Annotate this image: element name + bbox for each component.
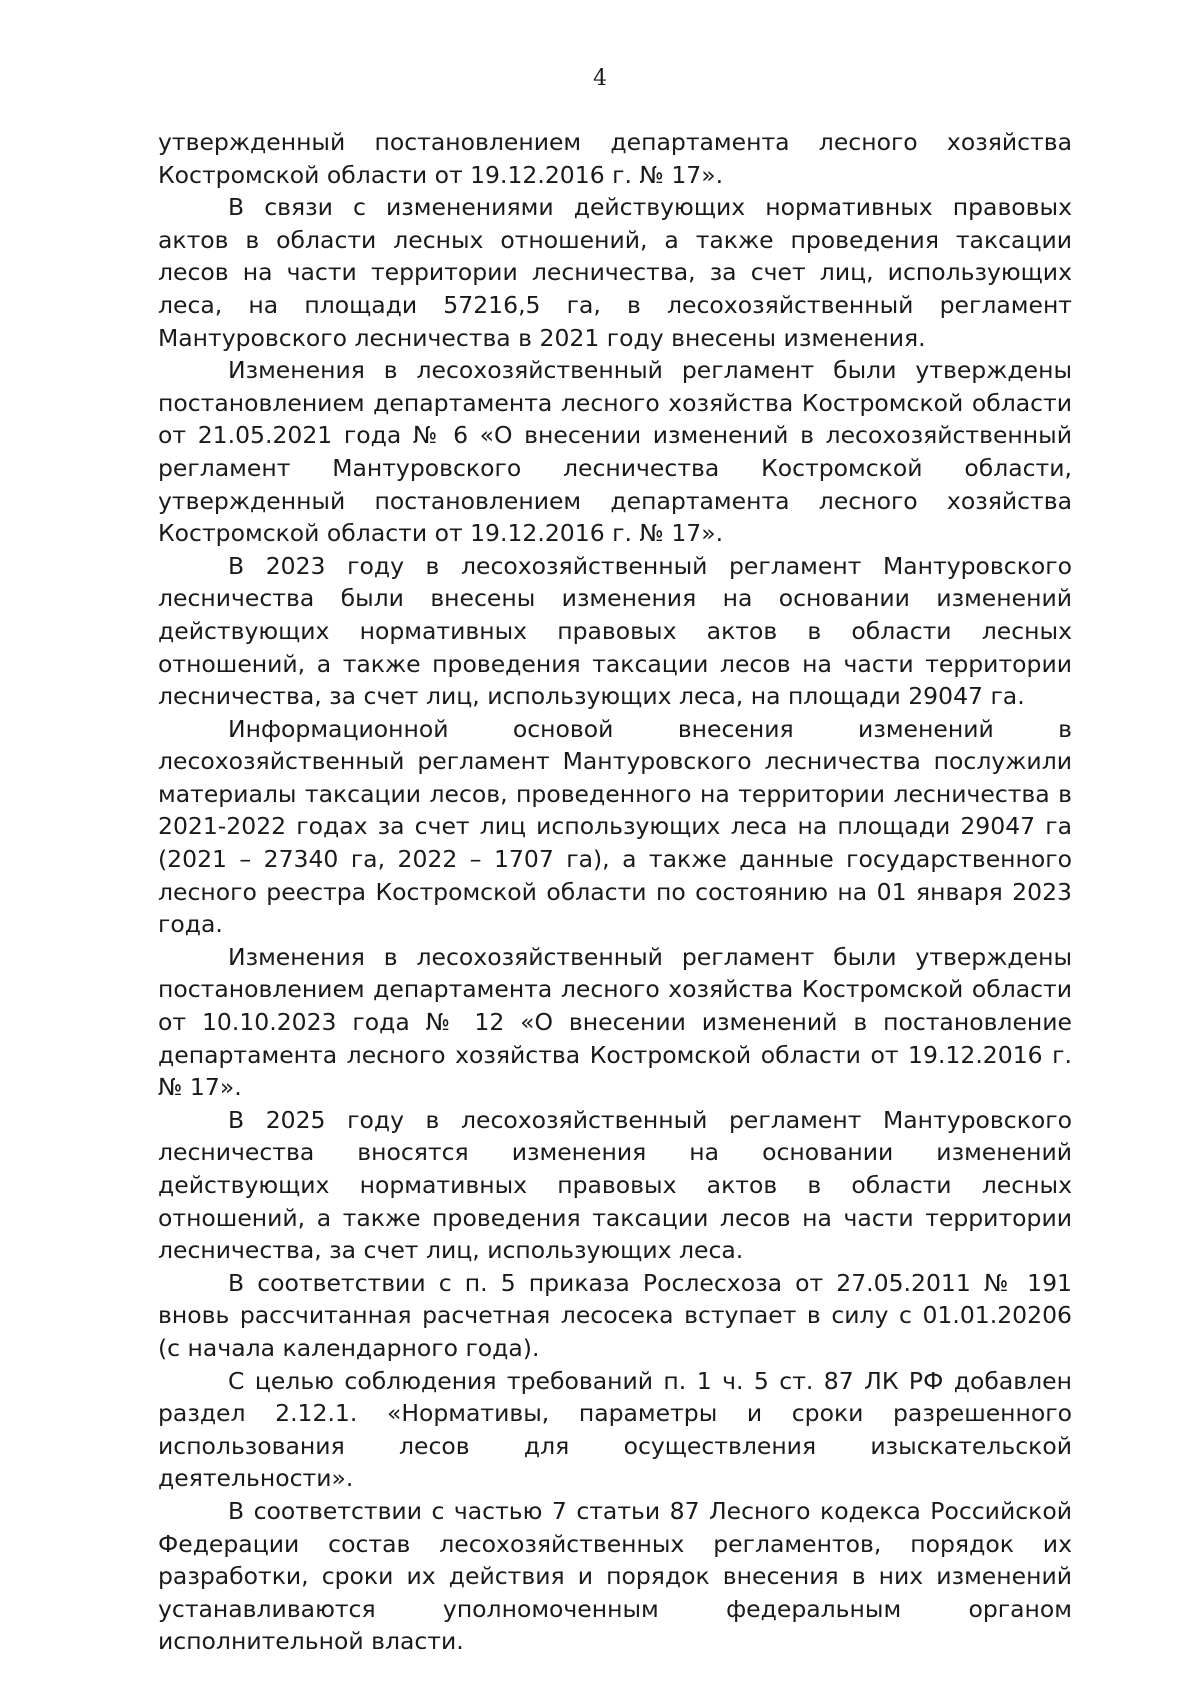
paragraph-forest-code: В соответствии с частью 7 статьи 87 Лесного кодекса Российской Федерации состав лесохозяйственных регламентов, порядок их разработки, сроки их действия и порядок внесения в них изменений устанавливаются уполномоченным федеральным органом исполнительной власти.	[158, 1496, 1072, 1656]
page-number: 4	[593, 66, 607, 91]
paragraph-section-added: С целью соблюдения требований п. 1 ч. 5 ст. 87 ЛК РФ добавлен раздел 2.12.1. «Нормативы, параметры и сроки разрешенного использования лесов для осуществления изыскательской деятельности».	[158, 1366, 1072, 1493]
document-body	[158, 126, 1072, 1658]
paragraph-2025-changes: В 2025 году в лесохозяйственный регламент Мантуровского лесничества вносятся изменения на основании изменений действующих нормативных правовых актов в области лесных отношений, а также проведения таксации лесов на части территории лесничества, за счет лиц, использующих леса.	[158, 1105, 1072, 1265]
paragraph-continuation: утвержденный постановлением департамента лесного хозяйства Костромской области от 19.12.2016 г. № 17».	[158, 128, 1072, 189]
paragraph-rosleskhoz-order: В соответствии с п. 5 приказа Рослесхоза от 27.05.2011 № 191 вновь рассчитанная расчетная лесосека вступает в силу с 01.01.20206 (с начала календарного года).	[158, 1268, 1072, 1362]
paragraph-2021-changes: В связи с изменениями действующих нормативных правовых актов в области лесных отношений, а также проведения таксации лесов на части территории лесничества, за счет лиц, использующих леса, на площади 57216,5 га, в лесохозяйственный регламент Мантуровского лесничества в 2021 году внесены изменения.	[158, 193, 1072, 352]
paragraph-2023-resolution: Изменения в лесохозяйственный регламент были утверждены постановлением департамента лесного хозяйства Костромской области от 10.10.2023 года № 12 «О внесении изменений в постановление департамента лесного хозяйства Костромской области от 19.12.2016 г. № 17».	[158, 942, 1072, 1102]
paragraph-2023-changes: В 2023 году в лесохозяйственный регламент Мантуровского лесничества были внесены изменения на основании изменений действующих нормативных правовых актов в области лесных отношений, а также проведения таксации лесов на части территории лесничества, за счет лиц, использующих леса, на площади 29047 га.	[158, 551, 1072, 711]
paragraph-2021-resolution: Изменения в лесохозяйственный регламент были утверждены постановлением департамента лесного хозяйства Костромской области от 21.05.2021 года № 6 «О внесении изменений в лесохозяйственный регламент Мантуровского лесничества Костромской области, утвержденный постановлением департамента лесного хозяйства Костромской области от 19.12.2016 г. № 17».	[158, 356, 1072, 548]
paragraph-information-basis: Информационной основой внесения изменений в лесохозяйственный регламент Мантуровского лесничества послужили материалы таксации лесов, проведенного на территории лесничества в 2021-2022 годах за счет лиц использующих леса на площади 29047 га (2021 – 27340 га, 2022 – 1707 га), а также данные государственного лесного реестра Костромской области по состоянию на 01 января 2023 года.	[158, 714, 1072, 939]
